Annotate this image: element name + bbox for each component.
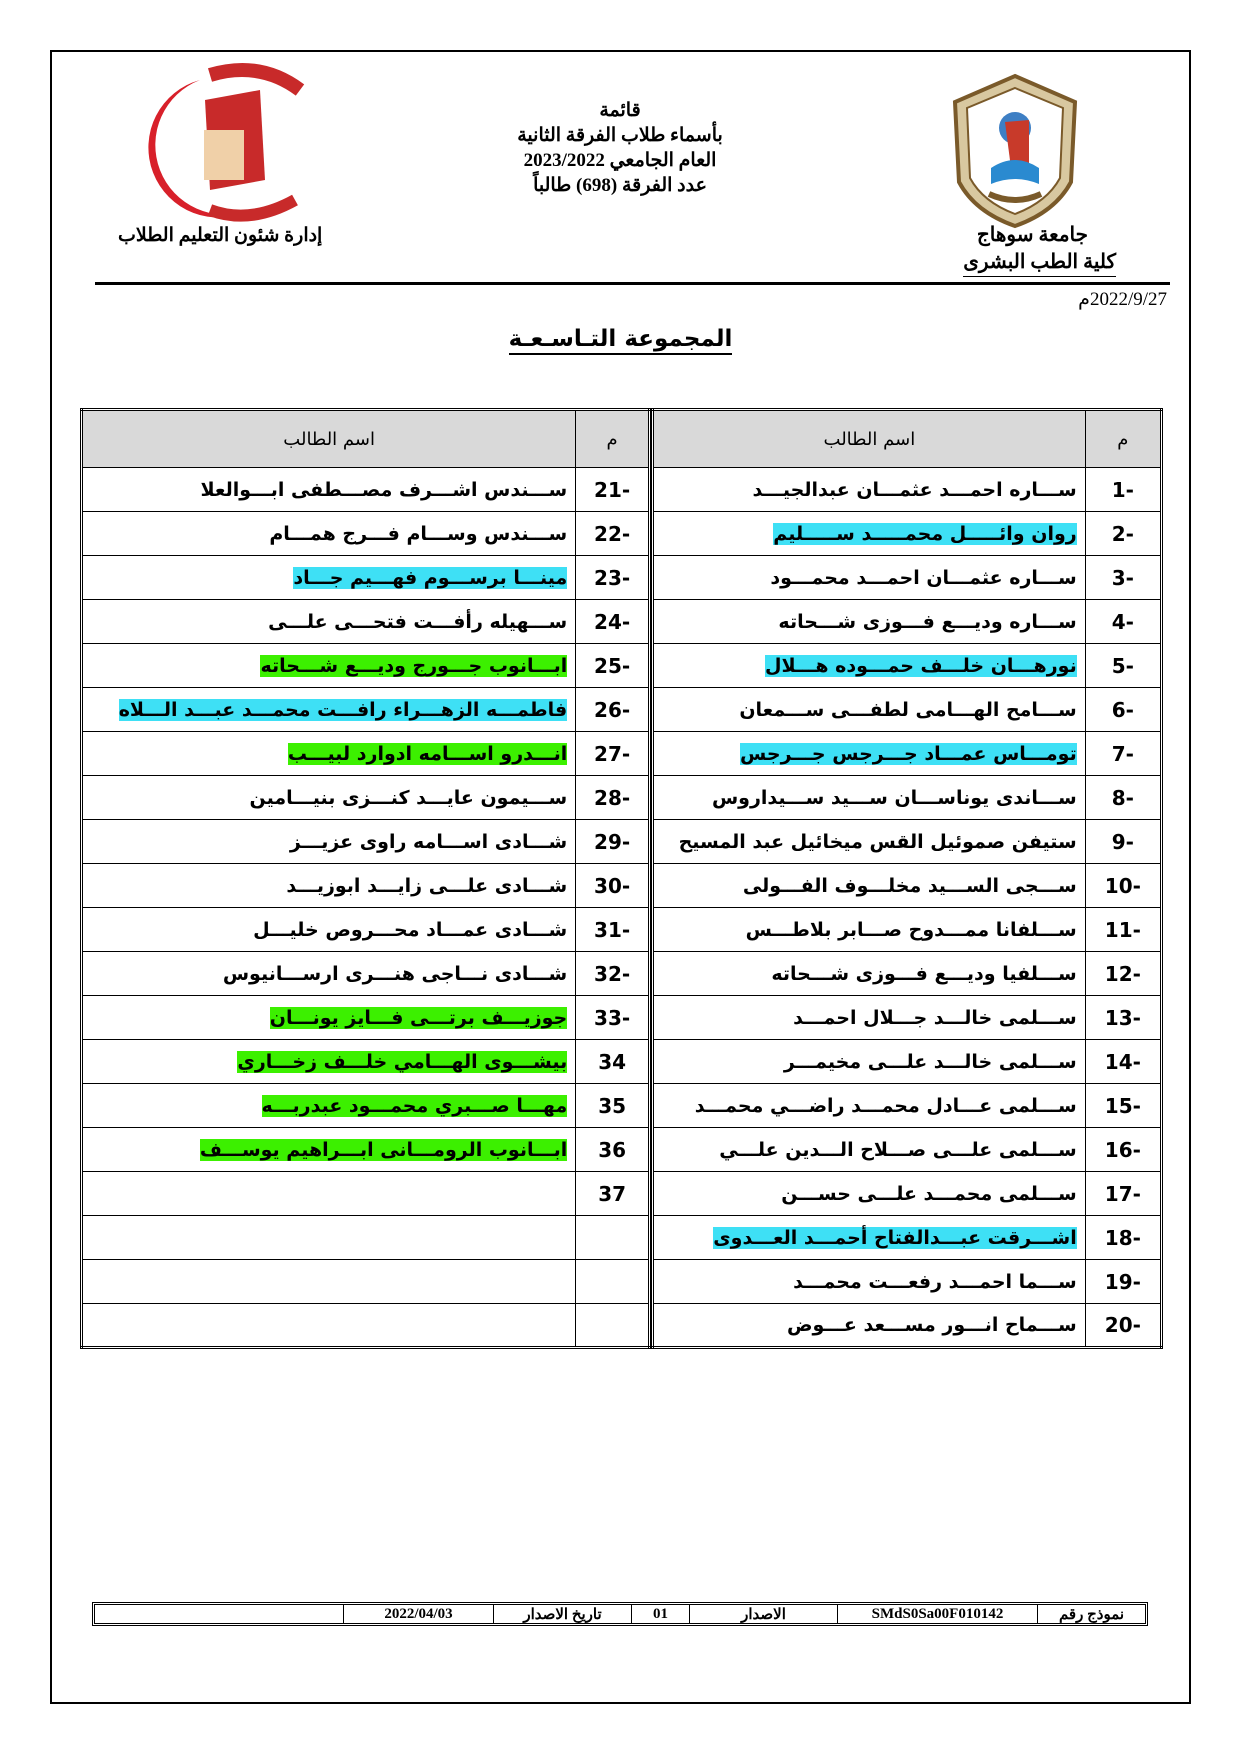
student-name: ســـاره احمـــد عثمـــان عبدالجيـــد [752, 478, 1077, 501]
form-footer [92, 1602, 1148, 1626]
date-label: 2022/9/27م [1078, 289, 1167, 310]
student-name-cell [653, 512, 1086, 556]
table-row [82, 512, 650, 556]
student-name-cell [82, 732, 576, 776]
student-name: ســـلفيا وديـــع فـــوزى شـــحاته [771, 962, 1077, 985]
row-number [576, 1304, 650, 1348]
student-name-cell [653, 732, 1086, 776]
faculty-logo [100, 60, 310, 230]
table-row [653, 908, 1162, 952]
student-name: مهـــا صـــبري محمـــود عبدربـــه [261, 1094, 568, 1117]
student-name-cell [653, 1304, 1086, 1348]
table-row [653, 732, 1162, 776]
student-name: شـــادى عمـــاد محـــروص خليـــل [253, 918, 568, 941]
student-name: ســـاندى يوناســـان ســـيد ســـيداروس [711, 786, 1077, 809]
student-name-cell [653, 820, 1086, 864]
column-header-number: م [1085, 410, 1161, 468]
student-name: ســـهيله رأفـــت فتحـــى علـــى [268, 610, 568, 633]
student-name: ســـلمى خالـــد علـــى مخيمـــر [783, 1050, 1077, 1073]
student-name-cell [82, 688, 576, 732]
student-name-cell [653, 864, 1086, 908]
column-header-number: م [576, 410, 650, 468]
student-name: ســـلمى خالـــد جـــلال احمـــد [793, 1006, 1077, 1029]
header-title-line: بأسماء طلاب الفرقة الثانية [517, 125, 723, 146]
column-header-name: اسم الطالب [82, 410, 576, 468]
student-name: ســـلمى محمـــد علـــى حســـن [781, 1182, 1077, 1205]
table-row [653, 1172, 1162, 1216]
student-name-cell [653, 952, 1086, 996]
version-value: 01 [631, 1605, 689, 1623]
row-number: 33- [576, 996, 650, 1040]
university-name-block [963, 222, 1116, 277]
row-number: 16- [1085, 1128, 1161, 1172]
table-row [82, 1172, 650, 1216]
table-row [653, 820, 1162, 864]
student-name: ســـلفانا ممـــدوح صـــابر بلاطـــس [745, 918, 1077, 941]
row-number: 18- [1085, 1216, 1161, 1260]
row-number: 23- [576, 556, 650, 600]
student-name: ســـماح انـــور مســـعد عـــوض [786, 1314, 1077, 1336]
student-name-cell [82, 952, 576, 996]
student-name-cell [82, 468, 576, 512]
table-row [82, 644, 650, 688]
table-row [82, 864, 650, 908]
table-header-row [653, 410, 1162, 468]
header-divider [95, 282, 1170, 285]
student-name: شـــادى نـــاجى هنـــرى ارســـانيوس [222, 962, 568, 985]
student-name-cell [82, 1216, 576, 1260]
table-row [653, 644, 1162, 688]
table-row [82, 1260, 650, 1304]
row-number: 1- [1085, 468, 1161, 512]
student-name-cell [82, 600, 576, 644]
table-row [82, 776, 650, 820]
table-row [82, 732, 650, 776]
table-row [82, 1040, 650, 1084]
row-number: 14- [1085, 1040, 1161, 1084]
row-number: 24- [576, 600, 650, 644]
form-number: SMdS0Sa00F010142 [837, 1605, 1037, 1623]
row-number: 35 [576, 1084, 650, 1128]
student-name: ســـامح الهـــامى لطفـــى ســـمعان [739, 698, 1077, 721]
table-row [82, 820, 650, 864]
table-row [82, 996, 650, 1040]
student-name-cell [653, 468, 1086, 512]
group-title [0, 326, 1241, 352]
footer-blank [95, 1605, 343, 1623]
table-row [82, 908, 650, 952]
table-row [82, 468, 650, 512]
table-row [82, 688, 650, 732]
student-name: ســـما احمـــد رفعـــت محمـــد [793, 1270, 1077, 1293]
student-name: فاطمـــه الزهـــراء رافـــت محمـــد عبـــد الـــلاه [118, 698, 568, 721]
table-row [653, 776, 1162, 820]
student-name-cell [82, 820, 576, 864]
student-name: تومـــاس عمـــاد جـــرجس جـــرجس [740, 742, 1077, 765]
row-number: 15- [1085, 1084, 1161, 1128]
table-row [653, 1216, 1162, 1260]
student-name: ســـاره وديـــع فـــوزى شـــحاته [778, 610, 1077, 633]
issue-date: 2022/04/03 [343, 1605, 493, 1623]
student-name-cell [653, 1216, 1086, 1260]
issue-date-label: تاريخ الاصدار [493, 1605, 631, 1623]
student-name-cell [82, 644, 576, 688]
student-name-cell [82, 1128, 576, 1172]
student-name: ســـيمون عايـــد كنـــزى بنيـــامين [249, 786, 568, 809]
university-name: جامعة سوهاج [976, 224, 1088, 246]
student-name: ســـاره عثمـــان احمـــد محمـــود [770, 566, 1077, 589]
student-name: اشـــرقت عبـــدالفتاح أحمـــد العـــدوى [713, 1226, 1077, 1249]
table-row [653, 1128, 1162, 1172]
table-row [653, 1304, 1162, 1348]
table-row [82, 1304, 650, 1348]
version-label: الاصدار [689, 1605, 837, 1623]
student-name-cell [653, 996, 1086, 1040]
student-name: ابـــانوب جـــورج وديـــع شـــحاته [260, 654, 568, 677]
student-name: ستيفن صموئيل القس ميخائيل عبد المسيح [678, 830, 1077, 853]
students-table-right [651, 408, 1163, 1349]
row-number: 13- [1085, 996, 1161, 1040]
row-number: 27- [576, 732, 650, 776]
row-number: 8- [1085, 776, 1161, 820]
students-table-left [80, 408, 651, 1349]
student-name-cell [82, 556, 576, 600]
student-name: جوزيـــف برتـــى فـــايز يونـــان [269, 1006, 568, 1029]
row-number [576, 1260, 650, 1304]
table-row [653, 1040, 1162, 1084]
row-number: 12- [1085, 952, 1161, 996]
student-name-cell [82, 1304, 576, 1348]
table-row [653, 996, 1162, 1040]
student-name-cell [653, 908, 1086, 952]
table-row [653, 468, 1162, 512]
student-name-cell [82, 512, 576, 556]
table-row [82, 1084, 650, 1128]
header-title-line: عدد الفرقة (698) طالباً [533, 175, 707, 196]
student-name-cell [653, 644, 1086, 688]
student-name: ســـلمى عـــادل محمـــد راضـــي محمـــد [694, 1094, 1077, 1117]
student-name: شـــادى علـــى زايـــد ابوزيـــد [286, 874, 568, 897]
row-number: 26- [576, 688, 650, 732]
student-name-cell [82, 1172, 576, 1216]
student-name: ســـندس وســـام فـــرج همـــام [269, 522, 568, 545]
student-name-cell [82, 776, 576, 820]
student-name: روان وائـــــل محمـــــد ســـــليم [773, 522, 1077, 545]
student-name: مينـــا برســـوم فهـــيم جـــاد [293, 566, 568, 589]
table-row [82, 1216, 650, 1260]
student-name-cell [653, 1260, 1086, 1304]
table-row [653, 688, 1162, 732]
student-name-cell [653, 1172, 1086, 1216]
student-name-cell [653, 600, 1086, 644]
student-name-cell [653, 556, 1086, 600]
row-number: 28- [576, 776, 650, 820]
student-name-cell [653, 776, 1086, 820]
row-number: 19- [1085, 1260, 1161, 1304]
row-number: 21- [576, 468, 650, 512]
student-name-cell [653, 1040, 1086, 1084]
row-number: 11- [1085, 908, 1161, 952]
student-name: نورهـــان خلـــف حمـــوده هـــلال [764, 654, 1077, 677]
row-number: 4- [1085, 600, 1161, 644]
table-row [653, 556, 1162, 600]
row-number: 31- [576, 908, 650, 952]
student-name-cell [82, 908, 576, 952]
table-row [82, 1128, 650, 1172]
row-number: 5- [1085, 644, 1161, 688]
student-name: انـــدرو اســـامه ادوارد لبيـــب [287, 742, 568, 765]
row-number: 36 [576, 1128, 650, 1172]
table-row [653, 1084, 1162, 1128]
header-title-line: قائمة [599, 100, 641, 121]
student-name-cell [82, 1260, 576, 1304]
table-row [653, 600, 1162, 644]
header-title-line: العام الجامعي 2023/2022 [523, 150, 717, 171]
table-row [653, 952, 1162, 996]
row-number: 10- [1085, 864, 1161, 908]
row-number: 9- [1085, 820, 1161, 864]
column-header-name: اسم الطالب [653, 410, 1086, 468]
student-name-cell [82, 1084, 576, 1128]
table-row [653, 512, 1162, 556]
table-row [82, 556, 650, 600]
row-number: 6- [1085, 688, 1161, 732]
table-header-row [82, 410, 650, 468]
faculty-name: كلية الطب البشرى [963, 249, 1116, 277]
form-number-label: نموذج رقم [1037, 1605, 1145, 1623]
row-number: 20- [1085, 1304, 1161, 1348]
row-number: 2- [1085, 512, 1161, 556]
row-number: 29- [576, 820, 650, 864]
student-name: ابـــانوب الرومـــانى ابـــراهيم يوســـف [199, 1138, 568, 1161]
row-number: 3- [1085, 556, 1161, 600]
document-header [470, 98, 770, 198]
student-name-cell [653, 1128, 1086, 1172]
student-name-cell [82, 996, 576, 1040]
university-logo [945, 72, 1085, 230]
row-number: 17- [1085, 1172, 1161, 1216]
table-row [653, 864, 1162, 908]
row-number: 34 [576, 1040, 650, 1084]
row-number: 37 [576, 1172, 650, 1216]
student-name: ســـجى الســـيد مخلـــوف الفـــولى [742, 874, 1077, 897]
table-row [82, 600, 650, 644]
table-row [653, 1260, 1162, 1304]
row-number [576, 1216, 650, 1260]
student-name-cell [82, 864, 576, 908]
student-name-cell [82, 1040, 576, 1084]
row-number: 7- [1085, 732, 1161, 776]
student-name: بيشـــوى الهـــامي خلـــف زخـــاري [237, 1050, 568, 1073]
row-number: 32- [576, 952, 650, 996]
administration-label: إدارة شئون التعليم الطلاب [118, 225, 323, 246]
student-name-cell [653, 688, 1086, 732]
row-number: 25- [576, 644, 650, 688]
student-name-cell [653, 1084, 1086, 1128]
student-name: ســـندس اشـــرف مصـــطفى ابـــوالعلا [200, 478, 568, 501]
table-row [82, 952, 650, 996]
student-name: ســـلمى علـــى صـــلاح الـــدين علـــي [719, 1138, 1077, 1161]
student-name: شـــادى اســـامه راوى عزيـــز [289, 830, 568, 853]
row-number: 30- [576, 864, 650, 908]
row-number: 22- [576, 512, 650, 556]
group-title-text: المجموعة التـاسـعـة [509, 326, 733, 355]
